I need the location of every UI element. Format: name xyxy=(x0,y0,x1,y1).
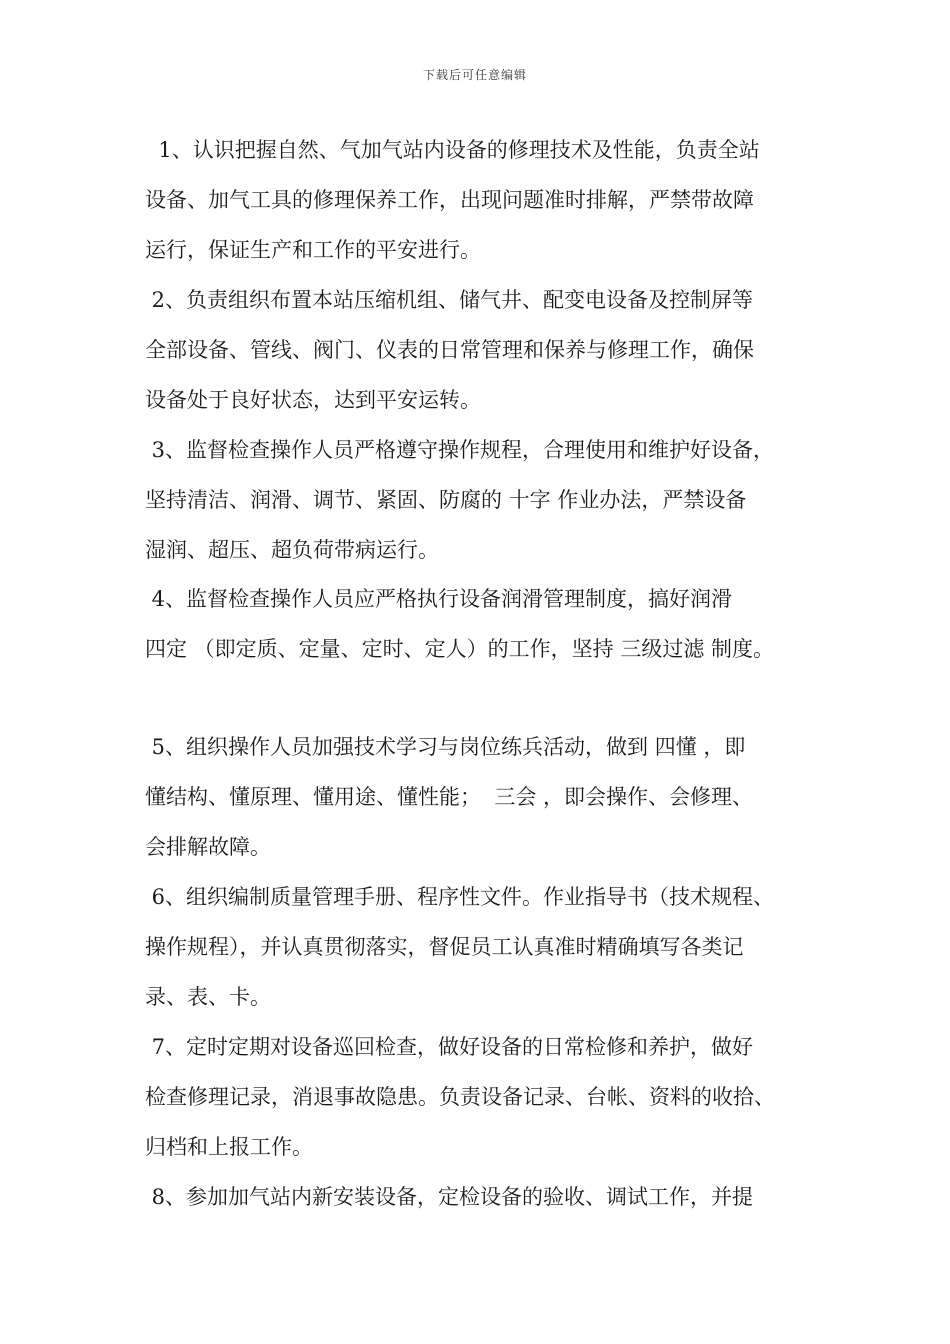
text-line: 7、定时定期对设备巡回检查，做好设备的日常检修和养护，做好 xyxy=(145,1035,754,1059)
text-line: 设备处于良好状态，达到平安运转。 xyxy=(145,388,481,412)
text-line: 湿润、超压、超负荷带病运行。 xyxy=(145,538,439,562)
text-line: 归档和上报工作。 xyxy=(145,1135,313,1159)
text-line: 8、参加加气站内新安装设备，定检设备的验收、调试工作，并提 xyxy=(145,1185,754,1209)
text-line: 操作规程），并认真贯彻落实，督促员工认真准时精确填写各类记 xyxy=(145,935,744,959)
text-line: 1、认识把握自然、气加气站内设备的修理技术及性能，负责全站 xyxy=(145,138,760,162)
text-line: 录、表、卡。 xyxy=(145,985,271,1009)
text-line: 5、组织操作人员加强技术学习与岗位练兵活动，做到 四懂 ，即 xyxy=(145,735,746,759)
text-line: 运行，保证生产和工作的平安进行。 xyxy=(145,238,481,262)
text-line: 6、组织编制质量管理手册、程序性文件。作业指导书（技术规程、 xyxy=(145,885,775,909)
text-line: 坚持清洁、润滑、调节、紧固、防腐的 十字 作业办法，严禁设备 xyxy=(145,488,747,512)
text-line: 设备、加气工具的修理保养工作，出现问题准时排解，严禁带故障 xyxy=(145,188,754,212)
text-line: 会排解故障。 xyxy=(145,835,271,859)
text-line: 四定 （即定质、定量、定时、定人）的工作，坚持 三级过滤 制度。 xyxy=(145,637,775,661)
page-header: 下载后可任意编辑 xyxy=(422,68,527,82)
text-line: 2、负责组织布置本站压缩机组、储气井、配变电设备及控制屏等 xyxy=(145,288,754,312)
text-line: 检查修理记录，消退事故隐患。负责设备记录、台帐、资料的收拾、 xyxy=(145,1085,775,1109)
text-line: 全部设备、管线、阀门、仪表的日常管理和保养与修理工作，确保 xyxy=(145,338,754,362)
text-line: 4、监督检查操作人员应严格执行设备润滑管理制度，搞好润滑 xyxy=(145,587,733,611)
text-line: 3、监督检查操作人员严格遵守操作规程，合理使用和维护好设备， xyxy=(145,438,775,462)
text-line: 懂结构、懂原理、懂用途、懂性能； 三会 ，即会操作、会修理、 xyxy=(145,785,754,809)
